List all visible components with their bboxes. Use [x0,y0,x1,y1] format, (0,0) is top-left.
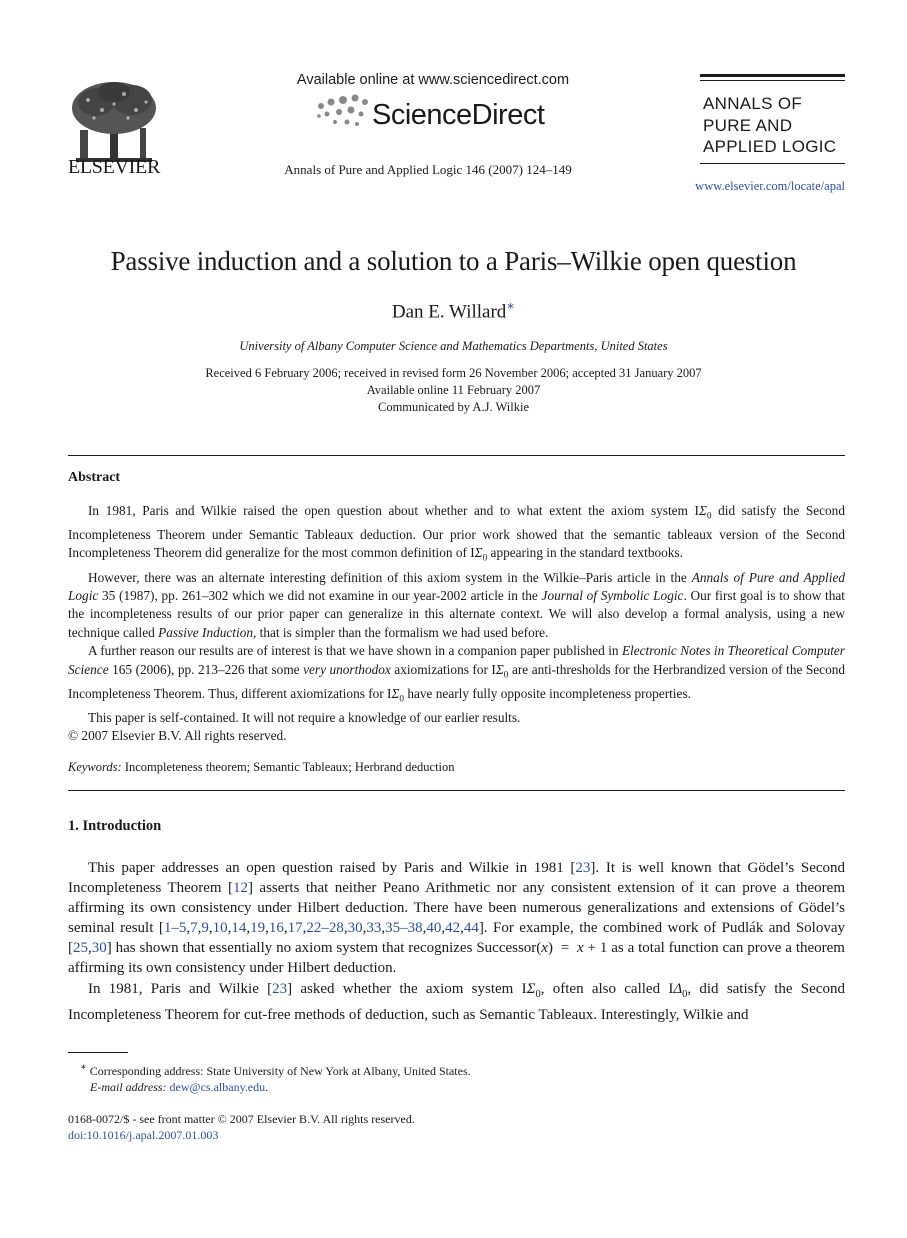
footnote [68,1060,768,1095]
author-footnote-mark[interactable]: ∗ [506,298,516,313]
footnote-line [68,1060,768,1079]
keywords-label: Keywords: [68,760,122,774]
communicated-by: Communicated by A.J. Wilkie [378,400,529,414]
journal-rule-top-thin [700,80,845,81]
abstract-paragraph: A further reason our results are of interest is that we have shown in a companion paper published in Electronic Notes in Theoretical Computer Science 165 (2006), pp. 213–226 that some very unorthodox axiomizations for $I\Sigma_0$ are anti-thresholds for the Herbrandized version of the Second Incompleteness Theorem. Thus, different axiomizations for $I\Sigma_0$ have nearly fully opposite incompleteness properties. [68,643,846,705]
journal-title-line: APPLIED LOGIC [703,137,837,156]
abstract-paragraph: In 1981, Paris and Wilkie raised the open question about whether and to what extent the axiom system $I\Sigma_0$ did satisfy the Second Incompleteness Theorem under Semantic Tableaux deduction. Our prior work showed that the semantic tableaux version of the Second Incompleteness Theorem did generalize for the most common definition of $I\Sigma_0$ appearing in the standard textbooks. [68,503,845,565]
email-link[interactable]: dew@cs.albany.edu [169,1080,266,1094]
abstract-paragraph: This paper is self-contained. It will not require a knowledge of our earlier results. [88,709,521,725]
footnote-email-line [68,1079,768,1095]
citation-link[interactable]: 12 [233,880,249,897]
journal-url-link[interactable]: www.elsevier.com/locate/apal [695,179,845,193]
footnote-corresponding: Corresponding address: State University of New York at Albany, United States. [89,1064,471,1078]
section-body [68,858,845,1025]
citation-link[interactable]: 30 [347,920,363,937]
body-paragraph: In 1981, Paris and Wilkie [23] asked whether the axiom system $I\Sigma_0$, often also called $I\Delta_0$, did satisfy the Second Incompleteness Theorem for cut-free methods of deduction, such as Semantic Tableaux. Interestingly, Wilkie and [68,980,845,1023]
journal-rule-bottom [700,163,845,164]
abstract-bottom-rule [68,790,845,791]
sciencedirect-wordmark: ScienceDirect [372,99,545,131]
citation-link[interactable]: 17 [287,920,303,937]
citation-link[interactable]: 7 [190,920,198,937]
abstract-copyright: © 2007 Elsevier B.V. All rights reserved. [68,728,287,744]
journal-title [703,93,836,158]
abstract-paragraph: However, there was an alternate interesting definition of this axiom system in the Wilkie–Paris article in the Annals of Pure and Applied Logic 35 (1987), pp. 261–302 which we did not examine in our year-2002 article in the Journal of Symbolic Logic. Our first goal is to show that the incompleteness results of our prior paper can generalize in this alternate context. We will also develop a formal analysis, using a new technique called Passive Induction, that is simpler than the formalism we had used before. [68,569,845,640]
citation-link[interactable]: 33 [366,920,382,937]
received-dates: Received 6 February 2006; received in revised form 26 November 2006; accepted 31 January 2007 [205,366,702,380]
author-line [0,298,907,323]
paper-title: Passive induction and a solution to a Paris–Wilkie open question [110,246,797,276]
citation-link[interactable]: 44 [463,920,479,937]
journal-title-line: PURE AND [703,115,793,135]
citation-link[interactable]: 10 [212,920,228,937]
citation-link[interactable]: 14 [231,920,247,937]
citation-link[interactable]: 40 [426,920,442,937]
citation-link[interactable]: 19 [250,920,266,937]
footnote-mark: ∗ [80,1062,87,1073]
email-label: E-mail address: [90,1080,167,1094]
footnote-rule [68,1052,128,1053]
citation-link[interactable]: 16 [268,920,284,937]
section-heading: 1. Introduction [68,818,162,834]
front-matter [68,1111,415,1143]
citation-link[interactable]: 23 [575,860,591,876]
journal-reference: Annals of Pure and Applied Logic 146 (2007) 124–149 [284,162,572,177]
sciencedirect-dots-icon [313,92,373,132]
citation-link[interactable]: 23 [272,980,288,997]
citation-link[interactable]: 1–5 [163,920,187,937]
author-name: Dan E. Willard [391,301,507,323]
available-online-text: Available online at www.sciencedirect.com [296,72,570,88]
keywords-text: Incompleteness theorem; Semantic Tableaux; Herbrand deduction [124,760,455,774]
publisher-name: ELSEVIER [67,156,161,178]
abstract-top-rule [68,455,845,456]
abstract-heading: Abstract [68,470,121,485]
citation-link[interactable]: 9 [201,920,209,937]
keywords [68,760,455,775]
issn-line: 0168-0072/$ - see front matter © 2007 Elsevier B.V. All rights reserved. [68,1112,415,1126]
citation-link[interactable]: 30 [91,940,107,957]
citation-link[interactable]: 42 [445,920,461,937]
email-tail: . [265,1080,269,1094]
citation-link[interactable]: 35–38 [385,920,423,937]
journal-title-line: ANNALS OF [703,94,803,113]
abstract-body [68,502,845,746]
affiliation: University of Albany Computer Science and Mathematics Departments, United States [239,339,668,353]
body-paragraph: This paper addresses an open question raised by Paris and Wilkie in 1981 [23]. It is well known that Gödel’s Second Incompleteness Theorem [12] asserts that neither Peano Arithmetic nor any consistent extension of it can prove a theorem affirming its own consistency under Hilbert deduction. There have been numerous generalizations and extensions of Gödel’s seminal result [1–5,7,9,10,14,19,16,17,22–28,30,33,35–38,40,42,44]. For example, the combined work of Pudlák and Solovay [25,30] has shown that essentially no axiom system that recognizes Successor(x) = x + 1 as a total function can prove a theorem affirming its own consistency under Hilbert deduction. [68,860,846,977]
available-online-date: Available online 11 February 2007 [366,383,541,397]
doi-link[interactable]: doi:10.1016/j.apal.2007.01.003 [68,1128,219,1142]
journal-rule-top [700,74,845,77]
citation-link[interactable]: 25 [73,940,88,957]
citation-link[interactable]: 22–28 [306,920,344,937]
